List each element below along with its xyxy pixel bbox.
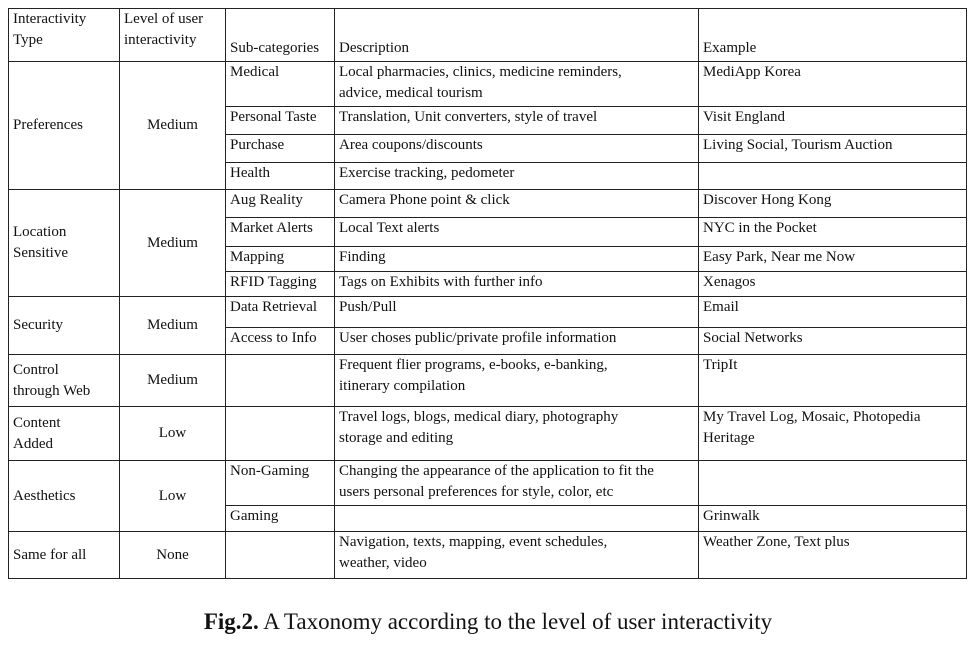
example-cell: Grinwalk	[699, 506, 967, 532]
example-cell	[699, 163, 967, 190]
description-text: Changing the appearance of the application to fit the	[339, 463, 654, 479]
header-interactivity-type	[9, 9, 120, 62]
subcategory-cell: Data Retrieval	[226, 297, 335, 328]
subcategory-cell: Mapping	[226, 247, 335, 272]
description-text: weather, video	[339, 555, 427, 571]
subcategory-cell: Gaming	[226, 506, 335, 532]
type-text: Location	[13, 224, 67, 240]
example-cell: TripIt	[699, 355, 967, 407]
level-cell: Medium	[120, 62, 226, 190]
subcategory-cell	[226, 532, 335, 579]
table-row	[9, 190, 967, 218]
description-text: users personal preferences for style, color, etc	[339, 484, 614, 500]
description-cell: Camera Phone point & click	[335, 190, 699, 218]
description-text: itinerary compilation	[339, 378, 466, 394]
subcategory-cell	[226, 355, 335, 407]
taxonomy-table	[8, 8, 967, 579]
subcategory-cell: Medical	[226, 62, 335, 107]
description-text: advice, medical tourism	[339, 85, 483, 101]
type-cell: Security	[9, 297, 120, 355]
example-cell: Visit England	[699, 107, 967, 135]
level-cell: Low	[120, 407, 226, 461]
description-cell: Area coupons/discounts	[335, 135, 699, 163]
level-cell: None	[120, 532, 226, 579]
example-cell	[699, 407, 967, 461]
type-cell	[9, 407, 120, 461]
description-cell: Exercise tracking, pedometer	[335, 163, 699, 190]
table-row	[9, 62, 967, 107]
header-row	[9, 9, 967, 62]
table-row	[9, 297, 967, 328]
figure-label: Fig.2.	[203, 609, 259, 634]
table-row	[9, 355, 967, 407]
header-text: Interactivity	[13, 11, 87, 27]
description-cell	[335, 355, 699, 407]
description-text: storage and editing	[339, 430, 454, 446]
example-cell: Easy Park, Near me Now	[699, 247, 967, 272]
type-cell	[9, 355, 120, 407]
type-cell: Same for all	[9, 532, 120, 579]
subcategory-cell: RFID Tagging	[226, 272, 335, 297]
table-row	[9, 532, 967, 579]
description-cell	[335, 532, 699, 579]
subcategory-cell: Non-Gaming	[226, 461, 335, 506]
subcategory-cell: Health	[226, 163, 335, 190]
subcategory-cell	[226, 407, 335, 461]
subcategory-cell: Aug Reality	[226, 190, 335, 218]
example-cell: MediApp Korea	[699, 62, 967, 107]
subcategory-cell: Market Alerts	[226, 218, 335, 247]
type-text: Content	[13, 414, 61, 431]
header-subcategories: Sub-categories	[226, 9, 335, 62]
description-cell	[335, 407, 699, 461]
level-cell: Medium	[120, 355, 226, 407]
description-cell: Local Text alerts	[335, 218, 699, 247]
type-text: Control	[13, 361, 59, 378]
header-text: Level of user	[124, 11, 204, 27]
example-cell: Discover Hong Kong	[699, 190, 967, 218]
example-cell	[699, 461, 967, 506]
header-level	[120, 9, 226, 62]
example-cell: NYC in the Pocket	[699, 218, 967, 247]
figure-caption	[0, 609, 976, 635]
example-cell: Email	[699, 297, 967, 328]
description-text: Travel logs, blogs, medical diary, photography	[339, 409, 619, 425]
type-text: through Web	[13, 382, 91, 399]
type-cell: Preferences	[9, 62, 120, 190]
description-text: Navigation, texts, mapping, event schedules,	[339, 534, 608, 550]
example-cell: Xenagos	[699, 272, 967, 297]
description-cell: Push/Pull	[335, 297, 699, 328]
example-cell: Living Social, Tourism Auction	[699, 135, 967, 163]
description-cell: Finding	[335, 247, 699, 272]
level-cell: Medium	[120, 297, 226, 355]
description-text: Local pharmacies, clinics, medicine reminders,	[339, 64, 622, 80]
description-cell	[335, 461, 699, 506]
caption-text: A Taxonomy according to the level of user interactivity	[258, 609, 773, 634]
description-text: Frequent flier programs, e-books, e-banking,	[339, 357, 608, 373]
header-description: Description	[335, 9, 699, 62]
type-text: Added	[13, 435, 53, 452]
subcategory-cell: Personal Taste	[226, 107, 335, 135]
level-cell: Medium	[120, 190, 226, 297]
description-cell	[335, 62, 699, 107]
type-cell: Aesthetics	[9, 461, 120, 532]
header-example: Example	[699, 9, 967, 62]
description-cell: Translation, Unit converters, style of travel	[335, 107, 699, 135]
subcategory-cell: Purchase	[226, 135, 335, 163]
example-text: My Travel Log, Mosaic, Photopedia	[703, 409, 921, 425]
table-row	[9, 461, 967, 506]
type-cell	[9, 190, 120, 297]
description-cell: User choses public/private profile information	[335, 328, 699, 355]
description-cell	[335, 506, 699, 532]
example-cell: Social Networks	[699, 328, 967, 355]
subcategory-cell: Access to Info	[226, 328, 335, 355]
example-text: Heritage	[703, 430, 755, 446]
header-text: interactivity	[124, 32, 197, 48]
type-text: Sensitive	[13, 245, 68, 261]
level-cell: Low	[120, 461, 226, 532]
example-cell: Weather Zone, Text plus	[699, 532, 967, 579]
description-cell: Tags on Exhibits with further info	[335, 272, 699, 297]
table-row	[9, 407, 967, 461]
header-text: Type	[13, 32, 43, 48]
